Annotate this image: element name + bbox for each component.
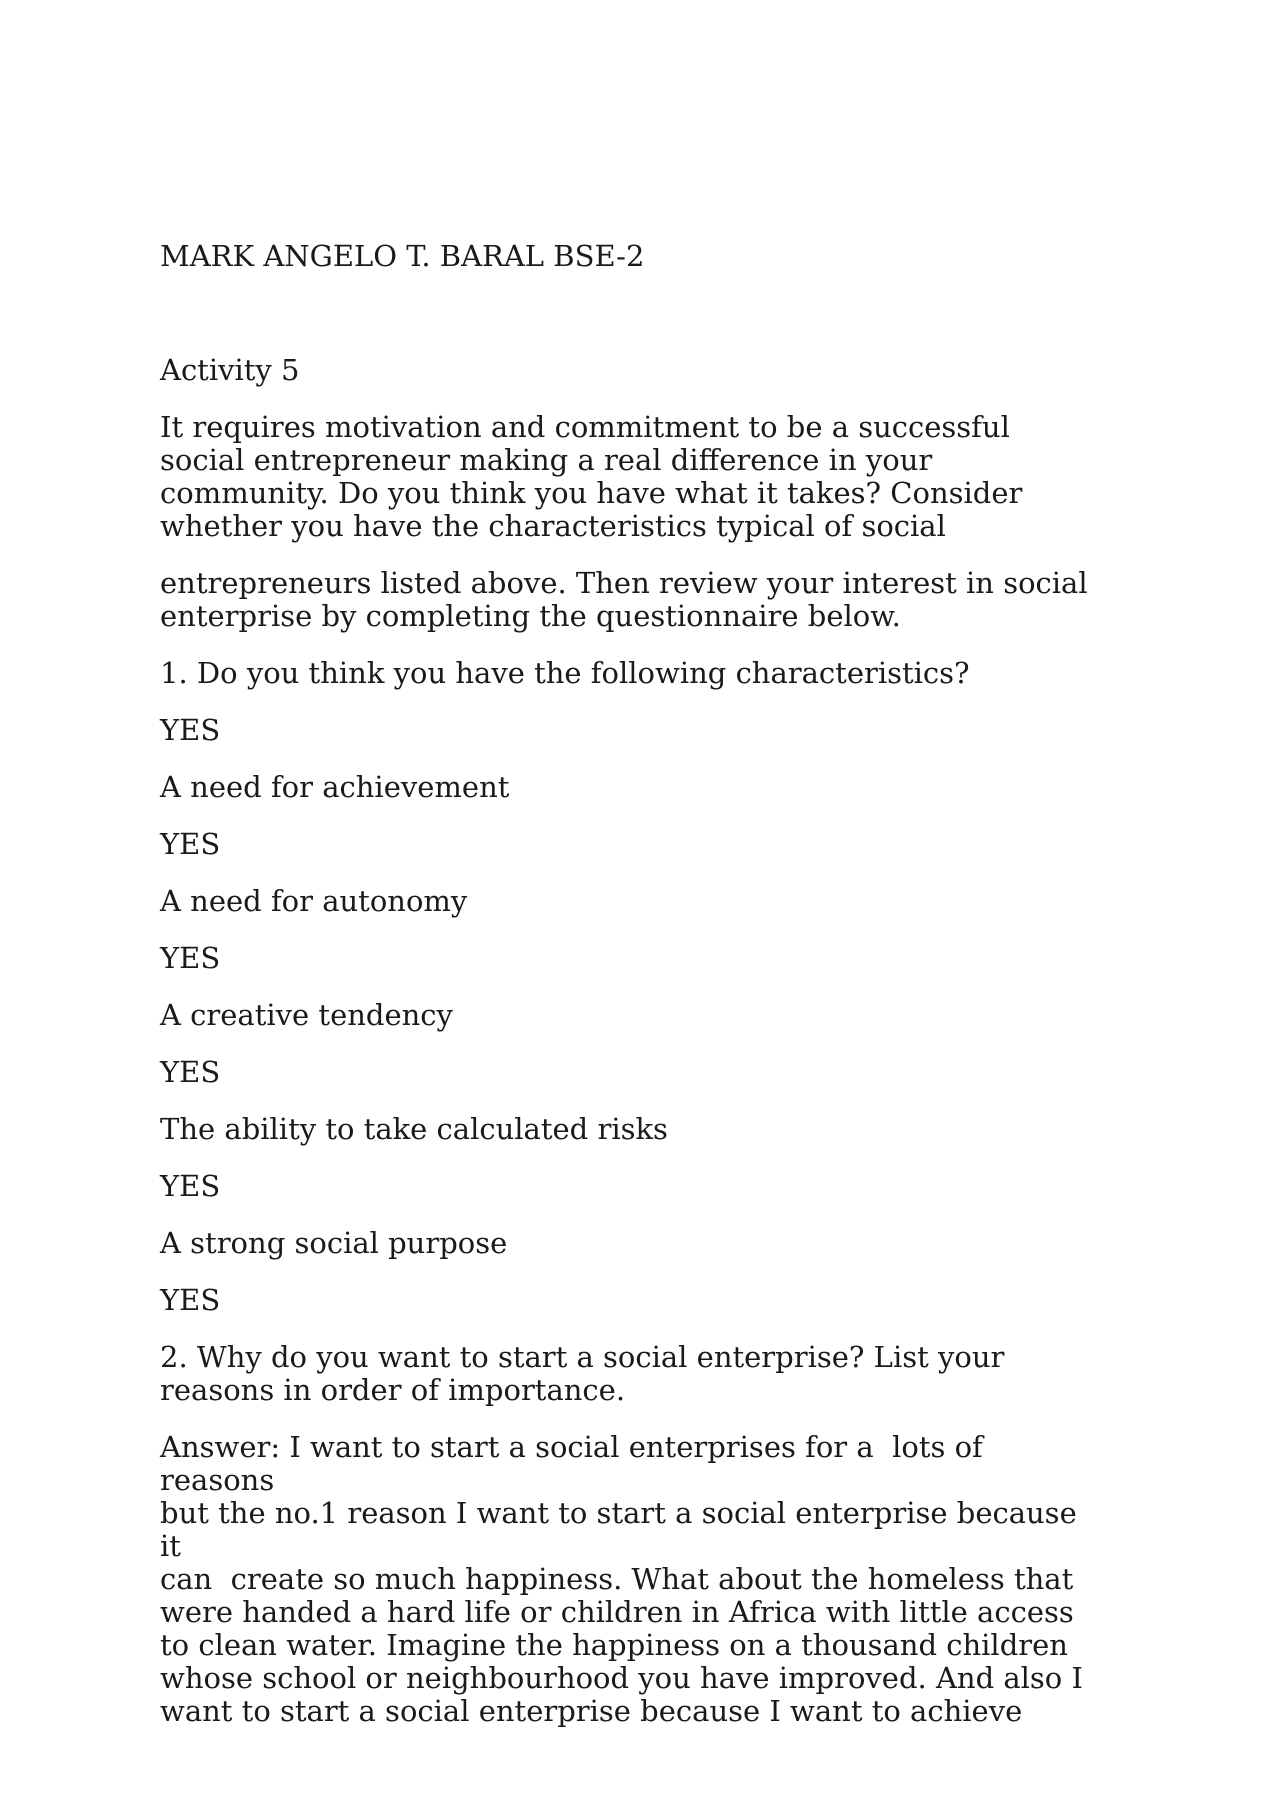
document-body — [160, 240, 1100, 1752]
characteristic-item: A strong social purpose — [160, 1226, 508, 1260]
answer-yes: YES — [160, 1055, 221, 1089]
answer-yes: YES — [160, 1283, 221, 1317]
question-1: 1. Do you think you have the following characteristics? — [160, 656, 970, 690]
answer-2: Answer: I want to start a social enterprises for a lots of reasons but the no.1 reason I want to start a social enterprise because it can create so much happiness. What about the homeless that were handed a hard life or children in Africa with little access to clean water. Imagine the happiness on a thousand children whose school or neighbourhood you have improved. And also I want to start a social enterprise because I want to achieve — [160, 1430, 1083, 1728]
author-line: MARK ANGELO T. BARAL BSE-2 — [160, 239, 645, 273]
characteristic-item: A need for autonomy — [160, 884, 468, 918]
answer-yes: YES — [160, 941, 221, 975]
characteristic-item: A creative tendency — [160, 998, 453, 1032]
characteristic-item: The ability to take calculated risks — [160, 1112, 668, 1146]
answer-yes: YES — [160, 1169, 221, 1203]
question-2: 2. Why do you want to start a social enterprise? List your reasons in order of importance. — [160, 1340, 1005, 1407]
characteristic-item: A need for achievement — [160, 770, 510, 804]
intro-paragraph-1: It requires motivation and commitment to be a successful social entrepreneur making a real difference in your community. Do you think you have what it takes? Consider whether you have the characteristics typical of social — [160, 410, 1023, 543]
answer-yes: YES — [160, 827, 221, 861]
activity-title: Activity 5 — [160, 353, 300, 387]
intro-paragraph-2: entrepreneurs listed above. Then review your interest in social enterprise by completing the questionnaire below. — [160, 566, 1088, 633]
answer-yes: YES — [160, 713, 221, 747]
